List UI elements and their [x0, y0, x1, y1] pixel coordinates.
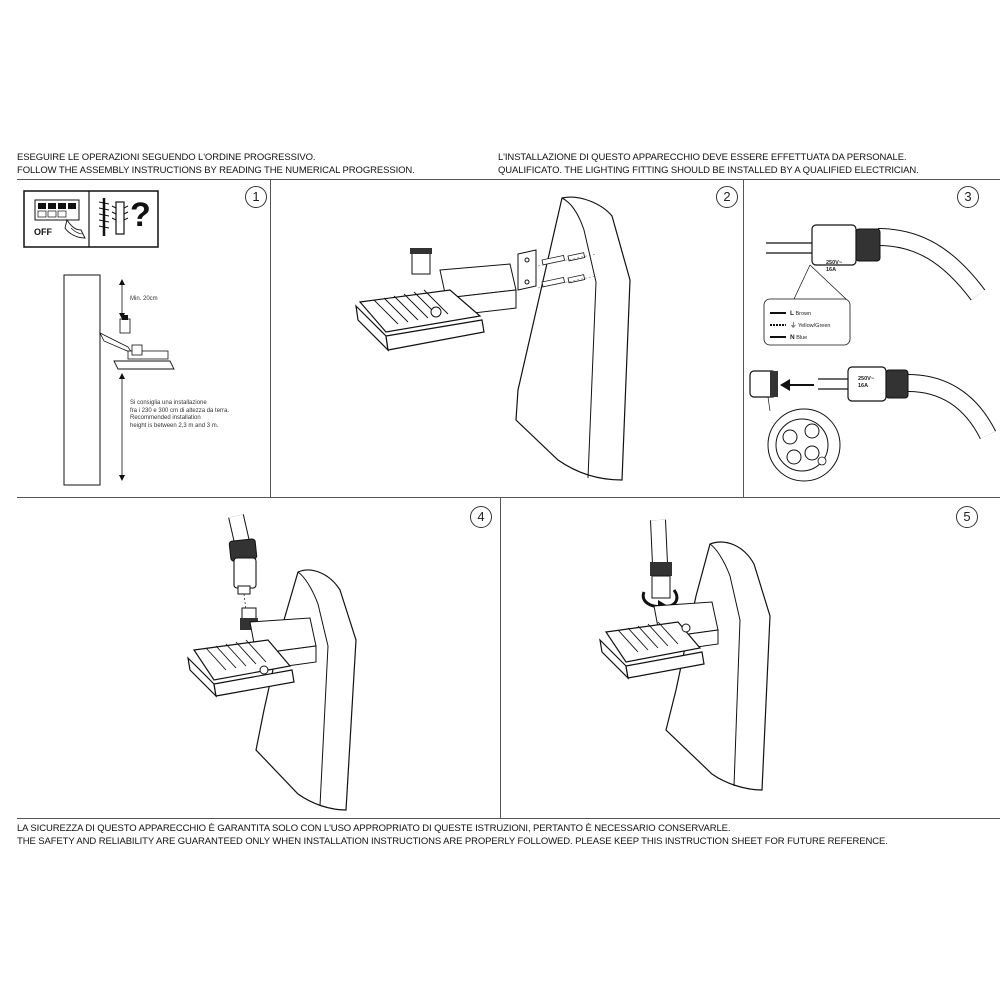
wire-code-live: L [790, 310, 794, 317]
step-5-number: 5 [956, 506, 978, 528]
step-3-wiring-diagram [748, 195, 993, 485]
step-3-number: 3 [957, 186, 979, 208]
question-mark-icon: ? [130, 196, 151, 234]
height-note-line-3: Recommended installation [130, 415, 201, 421]
plug-rating-line-2: 16A [826, 267, 837, 273]
height-note-line-2: fra i 230 e 300 cm di altezza da terra. [130, 407, 230, 414]
footer-line-2: THE SAFETY AND RELIABILITY ARE GUARANTEED ONLY WHEN INSTALLATION INSTRUCTIONS ARE PROPERLY FOLLOWED. PLEASE KEEP THIS INSTRUCTION SHEET FOR FUTURE REFERENCE. [17, 836, 888, 847]
footer-line-1: LA SICUREZZA DI QUESTO APPARECCHIO È GARANTITA SOLO CON L'USO APPROPRIATO DI QUESTE ISTRUZIONI, PERTANTO È NECESSARIO CONSERVARLE. [17, 823, 731, 834]
off-label: OFF [34, 227, 52, 237]
min-distance-label: Min. 20cm [130, 296, 158, 302]
header-right-line-2: QUALIFICATO. THE LIGHTING FITTING SHOULD BE INSTALLED BY A QUALIFIED ELECTRICIAN. [498, 165, 919, 176]
step-5-tighten-diagram [600, 520, 820, 810]
wire-name-live: Brown [795, 311, 812, 317]
step-2-number: 2 [716, 186, 738, 208]
height-note-line-4: height is between 2,3 m and 3 m. [130, 422, 219, 429]
wire-name-neutral: Blue [796, 335, 808, 341]
lower-plug-rating-line-1: 250V~ [858, 376, 875, 382]
lower-plug-rating [858, 376, 874, 390]
wire-legend-row-earth [790, 322, 830, 330]
grid-divider-3 [500, 497, 501, 818]
plug-rating [826, 260, 842, 274]
step-2-mounting-diagram [340, 190, 660, 490]
header-left-line-2: FOLLOW THE ASSEMBLY INSTRUCTIONS BY READING THE NUMERICAL PROGRESSION. [17, 165, 415, 176]
step-1-number: 1 [245, 186, 267, 208]
step-1-wall-diagram [60, 275, 180, 495]
step-4-connection-diagram [180, 510, 420, 810]
grid-bottom-border [17, 818, 1000, 819]
grid-divider-1 [270, 179, 271, 497]
wire-legend-row-neutral [790, 334, 807, 342]
grid-middle-border [17, 497, 1000, 498]
grid-top-border [17, 179, 1000, 180]
wire-code-earth: ⏚ [790, 322, 797, 329]
footer [17, 822, 888, 848]
height-note [130, 400, 229, 430]
header-right [498, 151, 919, 177]
grid-divider-2 [743, 179, 744, 497]
wire-name-earth: Yellow/Green [797, 323, 831, 329]
plug-rating-line-1: 250V~ [826, 260, 843, 266]
lower-plug-rating-line-2: 16A [858, 383, 869, 389]
wire-legend-row-live [790, 310, 811, 318]
height-note-line-1: Si consiglia una installazione [130, 400, 207, 406]
wire-code-neutral: N [790, 334, 795, 341]
header-left [17, 151, 415, 177]
header-left-line-1: ESEGUIRE LE OPERAZIONI SEGUENDO L'ORDINE PROGRESSIVO. [17, 152, 316, 163]
header-right-line-1: L'INSTALLAZIONE DI QUESTO APPARECCHIO DEVE ESSERE EFFETTUATA DA PERSONALE. [498, 152, 907, 163]
step-4-number: 4 [470, 506, 492, 528]
